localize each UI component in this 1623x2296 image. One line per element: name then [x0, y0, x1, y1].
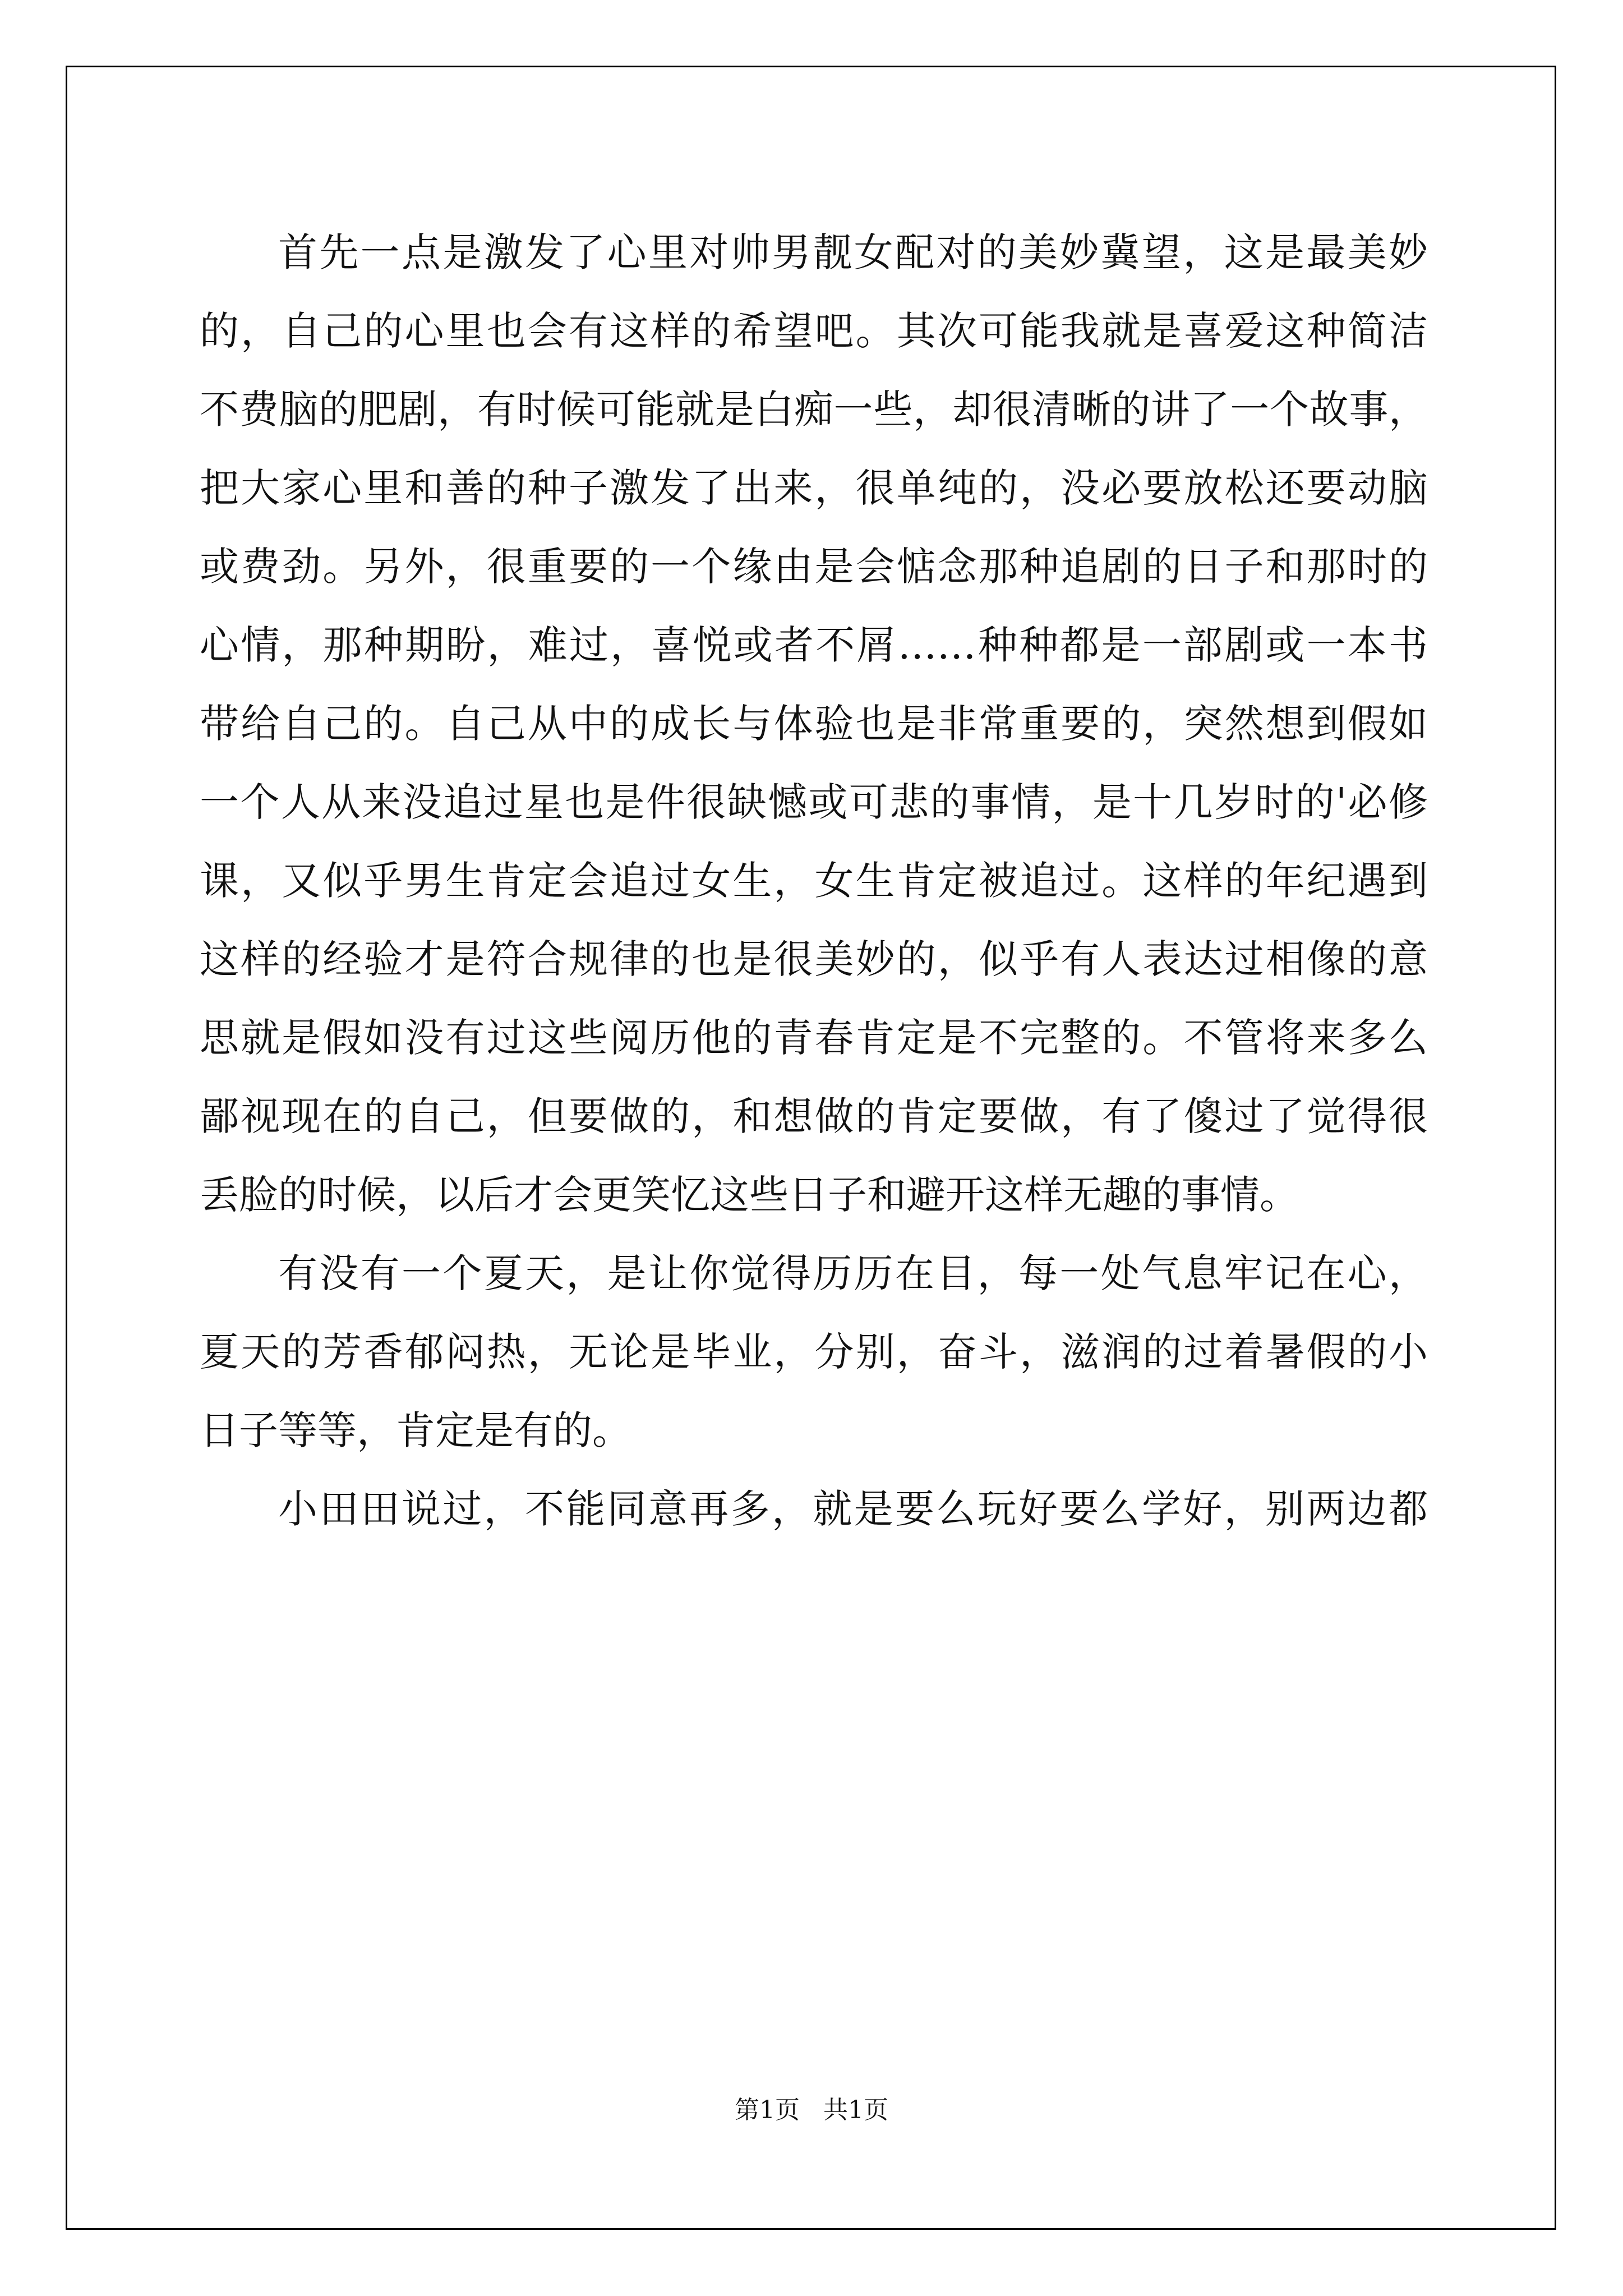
paragraph-1-line-6: 心情，那种期盼，难过，喜悦或者不屑……种种都是一部剧或一本书	[200, 622, 1428, 668]
paragraph-1-line-3: 不费脑的肥剧，有时候可能就是白痴一些，却很清晰的讲了一个故事，	[200, 386, 1428, 432]
page-total: 共1页	[823, 2096, 888, 2124]
paragraph-2-line-2: 夏天的芳香郁闷热，无论是毕业，分别，奋斗，滋润的过着暑假的小	[200, 1329, 1428, 1375]
paragraph-1-line-12: 鄙视现在的自己，但要做的，和想做的肯定要做，有了傻过了觉得很	[200, 1093, 1428, 1139]
paragraph-1-line-8: 一个人从来没追过星也是件很缺憾或可悲的事情，是十几岁时的'必修	[200, 779, 1428, 825]
page-number: 第1页	[735, 2096, 800, 2124]
page-footer	[0, 2093, 1623, 2127]
paragraph-3-line-1: 小田田说过，不能同意再多，就是要么玩好要么学好，别两边都	[278, 1486, 1428, 1532]
paragraph-2-line-3: 日子等等，肯定是有的。	[200, 1407, 631, 1453]
paragraph-1-line-13: 丢脸的时候，以后才会更笑忆这些日子和避开这样无趣的事情。	[200, 1172, 1299, 1218]
paragraph-1-line-7: 带给自己的。自己从中的成长与体验也是非常重要的，突然想到假如	[200, 701, 1428, 747]
paragraph-1-line-4: 把大家心里和善的种子激发了出来，很单纯的，没必要放松还要动脑	[200, 465, 1428, 511]
paragraph-1-line-5: 或费劲。另外，很重要的一个缘由是会惦念那种追剧的日子和那时的	[200, 544, 1428, 590]
paragraph-1-line-10: 这样的经验才是符合规律的也是很美妙的，似乎有人表达过相像的意	[200, 936, 1428, 982]
paragraph-2-line-1: 有没有一个夏天，是让你觉得历历在目，每一处气息牢记在心，	[278, 1250, 1428, 1296]
paragraph-1-line-9: 课，又似乎男生肯定会追过女生，女生肯定被追过。这样的年纪遇到	[200, 858, 1428, 904]
paragraph-1-line-1: 首先一点是激发了心里对帅男靓女配对的美妙冀望，这是最美妙	[278, 229, 1428, 275]
paragraph-1-line-2: 的，自己的心里也会有这样的希望吧。其次可能我就是喜爱这种简洁	[200, 308, 1428, 354]
paragraph-1-line-11: 思就是假如没有过这些阅历他的青春肯定是不完整的。不管将来多么	[200, 1015, 1428, 1061]
